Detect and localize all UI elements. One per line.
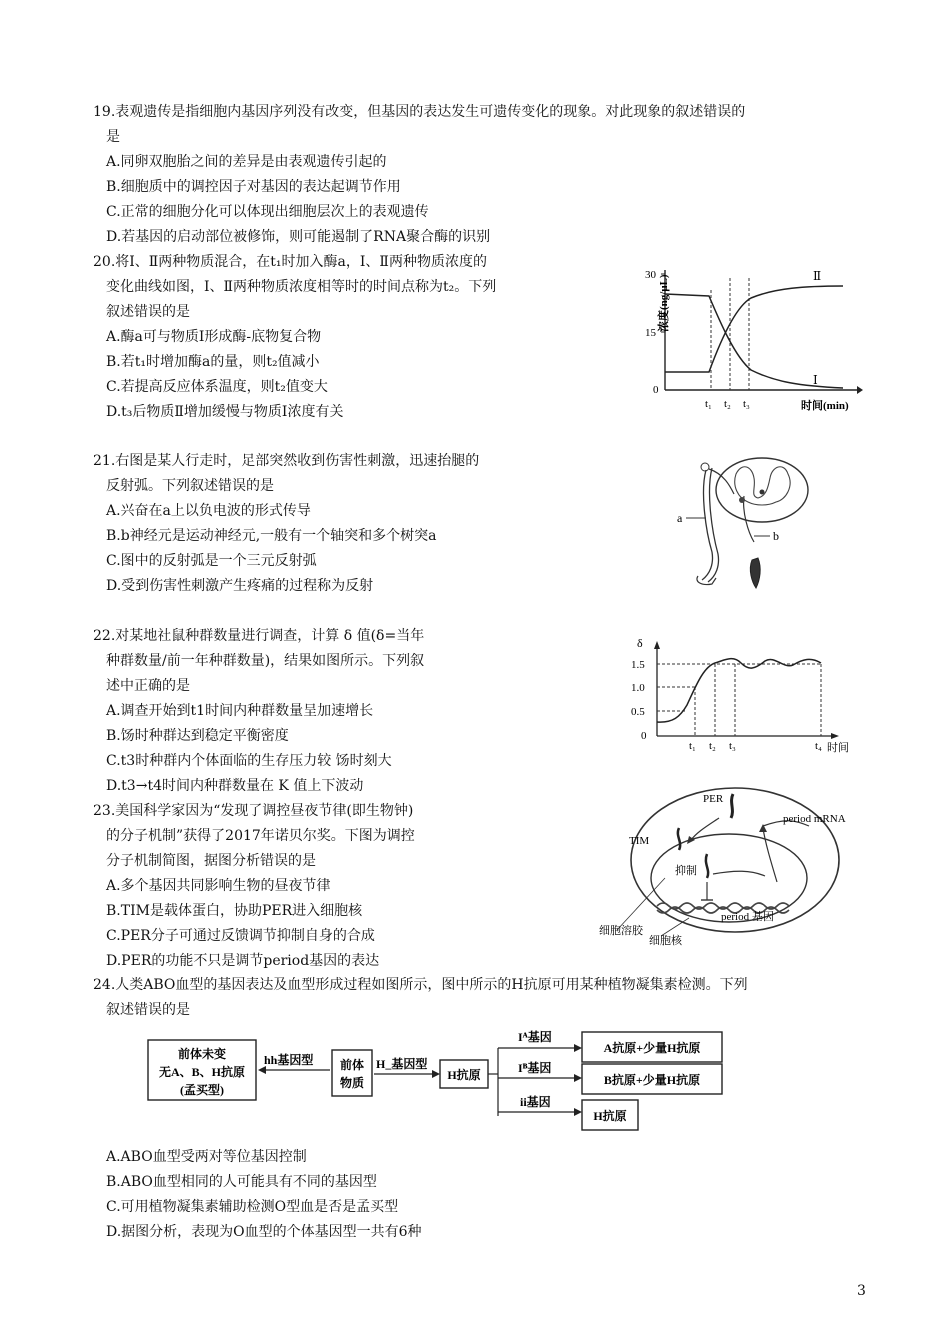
q19-option-c: C.正常的细胞分化可以体现出细胞层次上的表观遗传 xyxy=(106,204,429,220)
q23-stem-line3: 分子机制简图，据图分析错误的是 xyxy=(106,853,316,869)
q20-stem-line3: 叙述错误的是 xyxy=(106,304,190,320)
q23-label-gene: period 基因 xyxy=(721,911,774,923)
q19-option-d: D.若基因的启动部位被修饰，则可能遏制了RNA聚合酶的识别 xyxy=(106,229,491,245)
q21-reflex-arc-figure xyxy=(672,452,842,592)
q22-option-c: C.t3时种群内个体面临的生存压力较 饧时刻大 xyxy=(106,753,392,769)
q23-option-b: B.TIM是载体蛋白，协助PER进入细胞核 xyxy=(106,903,363,919)
q24-option-c: C.可用植物凝集素辅助检测O型血是否是孟买型 xyxy=(106,1199,399,1215)
q21-option-b: B.b神经元是运动神经元,一般有一个轴突和多个树突a xyxy=(106,528,437,544)
q23-stem: 23.美国科学家因为“发现了调控昼夜节律(即生物钟) xyxy=(93,803,414,819)
q24-out-b: B抗原+少量H抗原 xyxy=(603,1073,701,1087)
q21-option-c: C.图中的反射弧是一个三元反射弧 xyxy=(106,553,317,569)
q20-xtick-t3: t₃ xyxy=(743,398,750,410)
q20-xtick-t2: t₂ xyxy=(724,398,731,410)
q23-label-cytosol: 细胞溶胶 xyxy=(599,925,643,937)
q19-option-a: A.同卵双胞胎之间的差异是由表观遗传引起的 xyxy=(106,154,387,170)
q24-bombay-line1: 前体未变 xyxy=(177,1047,227,1061)
q24-bombay-line2: 无A、B、H抗原 xyxy=(158,1065,246,1079)
q19-stem-cont: 是 xyxy=(106,129,120,145)
q24-option-a: A.ABO血型受两对等位基因控制 xyxy=(106,1149,307,1165)
q22-delta-figure xyxy=(625,633,850,758)
q22-option-a: A.调查开始到t1时间内种群数量呈加速增长 xyxy=(106,703,374,719)
q23-option-d: D.PER的功能不只是调节period基因的表达 xyxy=(106,953,380,969)
q24-option-d: D.据图分析，表现为O血型的个体基因型一共有6种 xyxy=(106,1224,422,1240)
q24-bombay-line3: (孟买型) xyxy=(180,1083,224,1097)
q24-option-b: B.ABO血型相同的人可能具有不同的基因型 xyxy=(106,1174,377,1190)
q22-ytick-1-0: 1.0 xyxy=(631,682,645,694)
q22-xtick-t4: t₄ xyxy=(815,740,822,752)
q23-circadian-figure xyxy=(595,782,855,947)
q20-stem-line2: 变化曲线如图，Ⅰ、Ⅱ两种物质浓度相等时的时间点称为t₂。下列 xyxy=(106,279,497,295)
q22-ytick-1-5: 1.5 xyxy=(631,659,645,671)
q22-delta-curve xyxy=(657,659,821,722)
q23-option-c: C.PER分子可通过反馈调节抑制自身的合成 xyxy=(106,928,375,944)
q22-stem: 22.对某地社鼠种群数量进行调查，计算 δ 值(δ=当年 xyxy=(93,628,425,644)
q20-stem: 20.将Ⅰ、Ⅱ两种物质混合，在t₁时加入酶a，Ⅰ、Ⅱ两种物质浓度的 xyxy=(93,254,487,270)
q22-stem-line2: 种群数量/前一年种群数量)，结果如图所示。下列叙 xyxy=(106,653,425,669)
q24-precursor-line2: 物质 xyxy=(339,1076,365,1090)
q22-xtick-t2: t₂ xyxy=(709,740,716,752)
q22-option-d: D.t3→t4时间内种群数量在 K 值上下波动 xyxy=(106,778,364,794)
q21-option-d: D.受到伤害性刺激产生疼痛的过程称为反射 xyxy=(106,578,374,594)
q24-ia-label: Iᴬ基因 xyxy=(518,1030,552,1044)
q22-ytick-0-5: 0.5 xyxy=(631,706,645,718)
q23-option-a: A.多个基因共同影响生物的昼夜节律 xyxy=(106,878,331,894)
q20-option-c: C.若提高反应体系温度，则t₂值变大 xyxy=(106,379,328,395)
q24-hh-label: hh基因型 xyxy=(264,1053,314,1067)
q23-label-per: PER xyxy=(703,793,724,805)
q21-stem-line2: 反射弧。下列叙述错误的是 xyxy=(106,478,274,494)
q24-ii-label: ii基因 xyxy=(520,1095,551,1109)
q20-ytick-30: 30 xyxy=(645,269,656,281)
page-number: 3 xyxy=(857,1283,866,1299)
q20-ylabel: 浓度(ng/μL) xyxy=(658,274,670,332)
q23-label-nucleus: 细胞核 xyxy=(649,935,682,947)
q20-concentration-figure xyxy=(625,262,865,420)
q23-stem-line2: 的分子机制”获得了2017年诺贝尔奖。下图为调控 xyxy=(106,828,415,844)
q24-abo-figure xyxy=(142,1024,742,1140)
q19-stem: 19.表观遗传是指细胞内基因序列没有改变，但基因的表达发生可遗传变化的现象。对此现象的叙述错误的 xyxy=(93,104,746,120)
q19-option-b: B.细胞质中的调控因子对基因的表达起调节作用 xyxy=(106,179,401,195)
q23-label-mrna: period mRNA xyxy=(783,813,846,825)
q24-h-genotype-label: H_基因型 xyxy=(376,1057,428,1071)
q21-label-a: a xyxy=(677,511,683,525)
q21-option-a: A.兴奋在a上以负电波的形式传导 xyxy=(106,503,311,519)
q20-xtick-t1: t₁ xyxy=(705,398,712,410)
q24-h-antigen-label: H抗原 xyxy=(447,1068,481,1082)
q24-out-h: H抗原 xyxy=(593,1109,627,1123)
q20-ytick-0: 0 xyxy=(653,384,659,396)
q20-ytick-15: 15 xyxy=(645,327,656,339)
muscle-shape xyxy=(750,558,760,588)
q21-label-b: b xyxy=(773,529,779,543)
q22-xlabel: 时间 xyxy=(827,742,849,754)
q20-option-a: A.酶a可与物质Ⅰ形成酶-底物复合物 xyxy=(106,329,322,345)
q20-option-d: D.t₃后物质Ⅱ增加缓慢与物质Ⅰ浓度有关 xyxy=(106,404,344,420)
q20-label-II: Ⅱ xyxy=(813,269,822,283)
q23-label-tim: TIM xyxy=(629,835,650,847)
q22-stem-line3: 述中正确的是 xyxy=(106,678,190,694)
q22-xtick-t3: t₃ xyxy=(729,740,736,752)
q24-stem: 24.人类ABO血型的基因表达及血型形成过程如图所示，图中所示的H抗原可用某种植物凝集素检测。下列 xyxy=(93,977,748,993)
q20-curve-II xyxy=(665,286,843,372)
q24-out-a: A抗原+少量H抗原 xyxy=(603,1041,701,1055)
q23-label-inhibit: 抑制 xyxy=(675,865,697,877)
q20-label-I: Ⅰ xyxy=(813,373,818,387)
q22-ylabel: δ xyxy=(637,636,643,650)
q24-stem-line2: 叙述错误的是 xyxy=(106,1002,190,1018)
q20-option-b: B.若t₁时增加酶a的量，则t₂值减小 xyxy=(106,354,320,370)
q20-xlabel: 时间(min) xyxy=(801,400,849,412)
q22-option-b: B.饧时种群达到稳定平衡密度 xyxy=(106,728,289,744)
q21-stem: 21.右图是某人行走时，足部突然收到伤害性刺激，迅速抬腿的 xyxy=(93,453,480,469)
q22-xtick-t1: t₁ xyxy=(689,740,696,752)
q24-ib-label: Iᴮ基因 xyxy=(518,1061,552,1075)
q24-precursor-line1: 前体 xyxy=(339,1058,365,1072)
q22-ytick-0: 0 xyxy=(641,730,647,742)
